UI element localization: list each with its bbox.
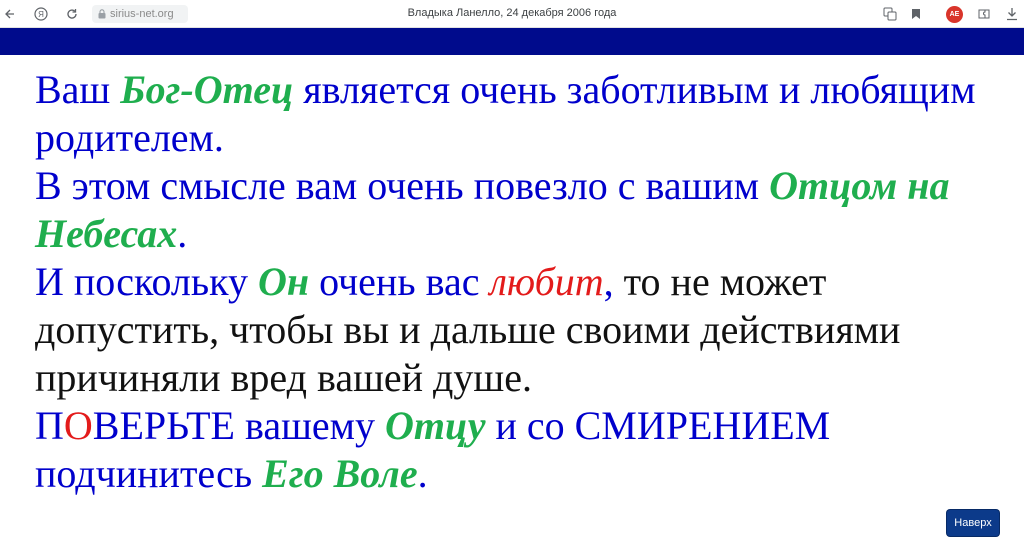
text: . (417, 451, 428, 496)
url-domain: sirius-net.org (110, 8, 174, 20)
emphasis-text: Отцом на Небесах (35, 163, 950, 256)
message-text (35, 66, 1010, 498)
text: является очень заботливым и любящим родителем. (35, 67, 976, 160)
paragraph-4 (35, 402, 1010, 498)
text: . (177, 211, 188, 256)
back-icon[interactable] (0, 4, 20, 24)
bookmark-icon[interactable] (907, 5, 925, 23)
text: В этом смысле вам очень повезло с вашим (35, 163, 770, 208)
download-icon[interactable] (1003, 5, 1021, 23)
text: Ваш (35, 67, 121, 112)
text: , (603, 259, 614, 304)
text: очень вас (309, 259, 490, 304)
translate-icon[interactable] (881, 5, 899, 23)
address-bar[interactable] (92, 5, 188, 23)
page-title: Владыка Ланелло, 24 декабря 2006 года (407, 7, 617, 19)
emphasis-text: Бог-Отец (120, 67, 294, 112)
profile-avatar[interactable]: AE (946, 6, 963, 23)
text: то не может допустить, чтобы вы и дальше своими действиями причиняли вред вашей душе. (35, 259, 901, 400)
extensions-icon[interactable] (975, 5, 993, 23)
text: И поскольку (35, 259, 258, 304)
back-to-top-button[interactable]: Наверх (947, 510, 999, 536)
highlight-text: любит (489, 259, 604, 304)
text: и со СМИРЕНИЕМ подчинитесь (35, 403, 831, 496)
text: ВЕРЬТЕ вашему (92, 403, 385, 448)
emphasis-text: Его Воле (262, 451, 418, 496)
header-band (0, 28, 1024, 55)
highlight-letter: О (63, 403, 93, 448)
paragraph-2 (35, 162, 1010, 258)
paragraph-1 (35, 66, 1010, 162)
emphasis-text: Отцу (384, 403, 486, 448)
text: П (35, 403, 64, 448)
paragraph-3 (35, 258, 1010, 402)
svg-text:Я: Я (38, 10, 44, 19)
yandex-icon[interactable] (31, 4, 51, 24)
browser-toolbar (0, 0, 1024, 28)
lock-icon (96, 7, 108, 21)
emphasis-text: Он (258, 259, 310, 304)
reload-icon[interactable] (62, 4, 82, 24)
